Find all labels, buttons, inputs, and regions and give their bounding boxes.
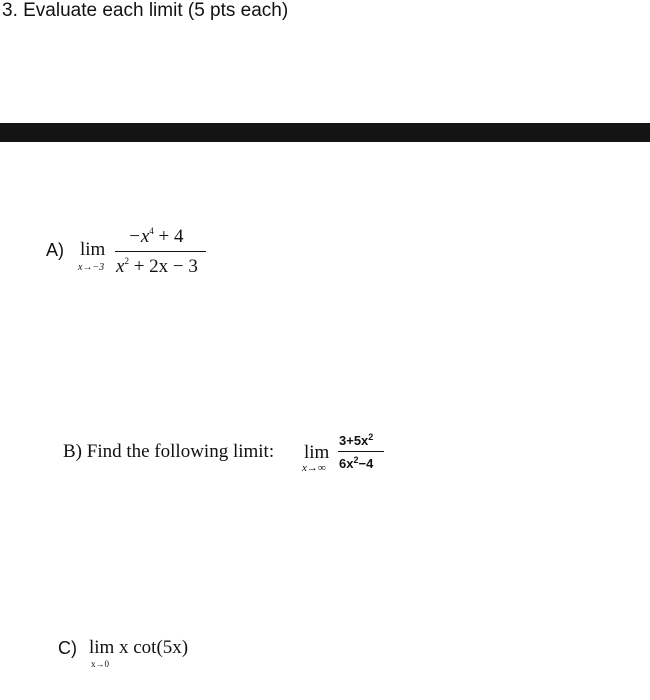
part-a-den-exp: 2 — [124, 256, 129, 266]
part-a-den-pre: x — [116, 256, 125, 277]
part-b-den-exp: 2 — [353, 455, 359, 465]
part-c-label: C) — [58, 638, 77, 658]
part-b-denominator — [339, 456, 373, 473]
part-a-label: A) — [46, 240, 64, 260]
part-a-num-exp: 4 — [149, 226, 154, 236]
part-c-expression: x cot(5x) — [119, 637, 189, 658]
part-a-fraction-bar — [115, 251, 206, 252]
part-a-den-post: + 2x − 3 — [128, 256, 198, 277]
part-b-approach: x→∞ — [302, 462, 326, 474]
part-c-lim: lim — [89, 637, 115, 658]
part-b-numerator — [339, 433, 373, 450]
part-a-lim: lim — [80, 239, 106, 260]
part-a-approach: x→−3 — [78, 262, 105, 273]
part-b-num-exp: 2 — [368, 432, 374, 442]
part-a-numerator — [128, 226, 183, 250]
part-b-lim: lim — [304, 442, 330, 463]
part-c-approach: x→0 — [91, 659, 109, 669]
part-b-den-pre: 6x — [339, 456, 354, 471]
part-b-num-pre: 3+5x — [339, 433, 369, 448]
part-a-num-post: + 4 — [153, 226, 184, 247]
part-a-num-pre: −x — [128, 226, 150, 247]
part-a-denominator — [116, 256, 198, 280]
part-b-den-post: −4 — [358, 456, 374, 471]
part-b-fraction-bar — [338, 451, 384, 452]
black-band — [0, 123, 650, 142]
question-heading: 3. Evaluate each limit (5 pts each) — [2, 0, 289, 21]
part-b-label: B) Find the following limit: — [63, 441, 275, 462]
